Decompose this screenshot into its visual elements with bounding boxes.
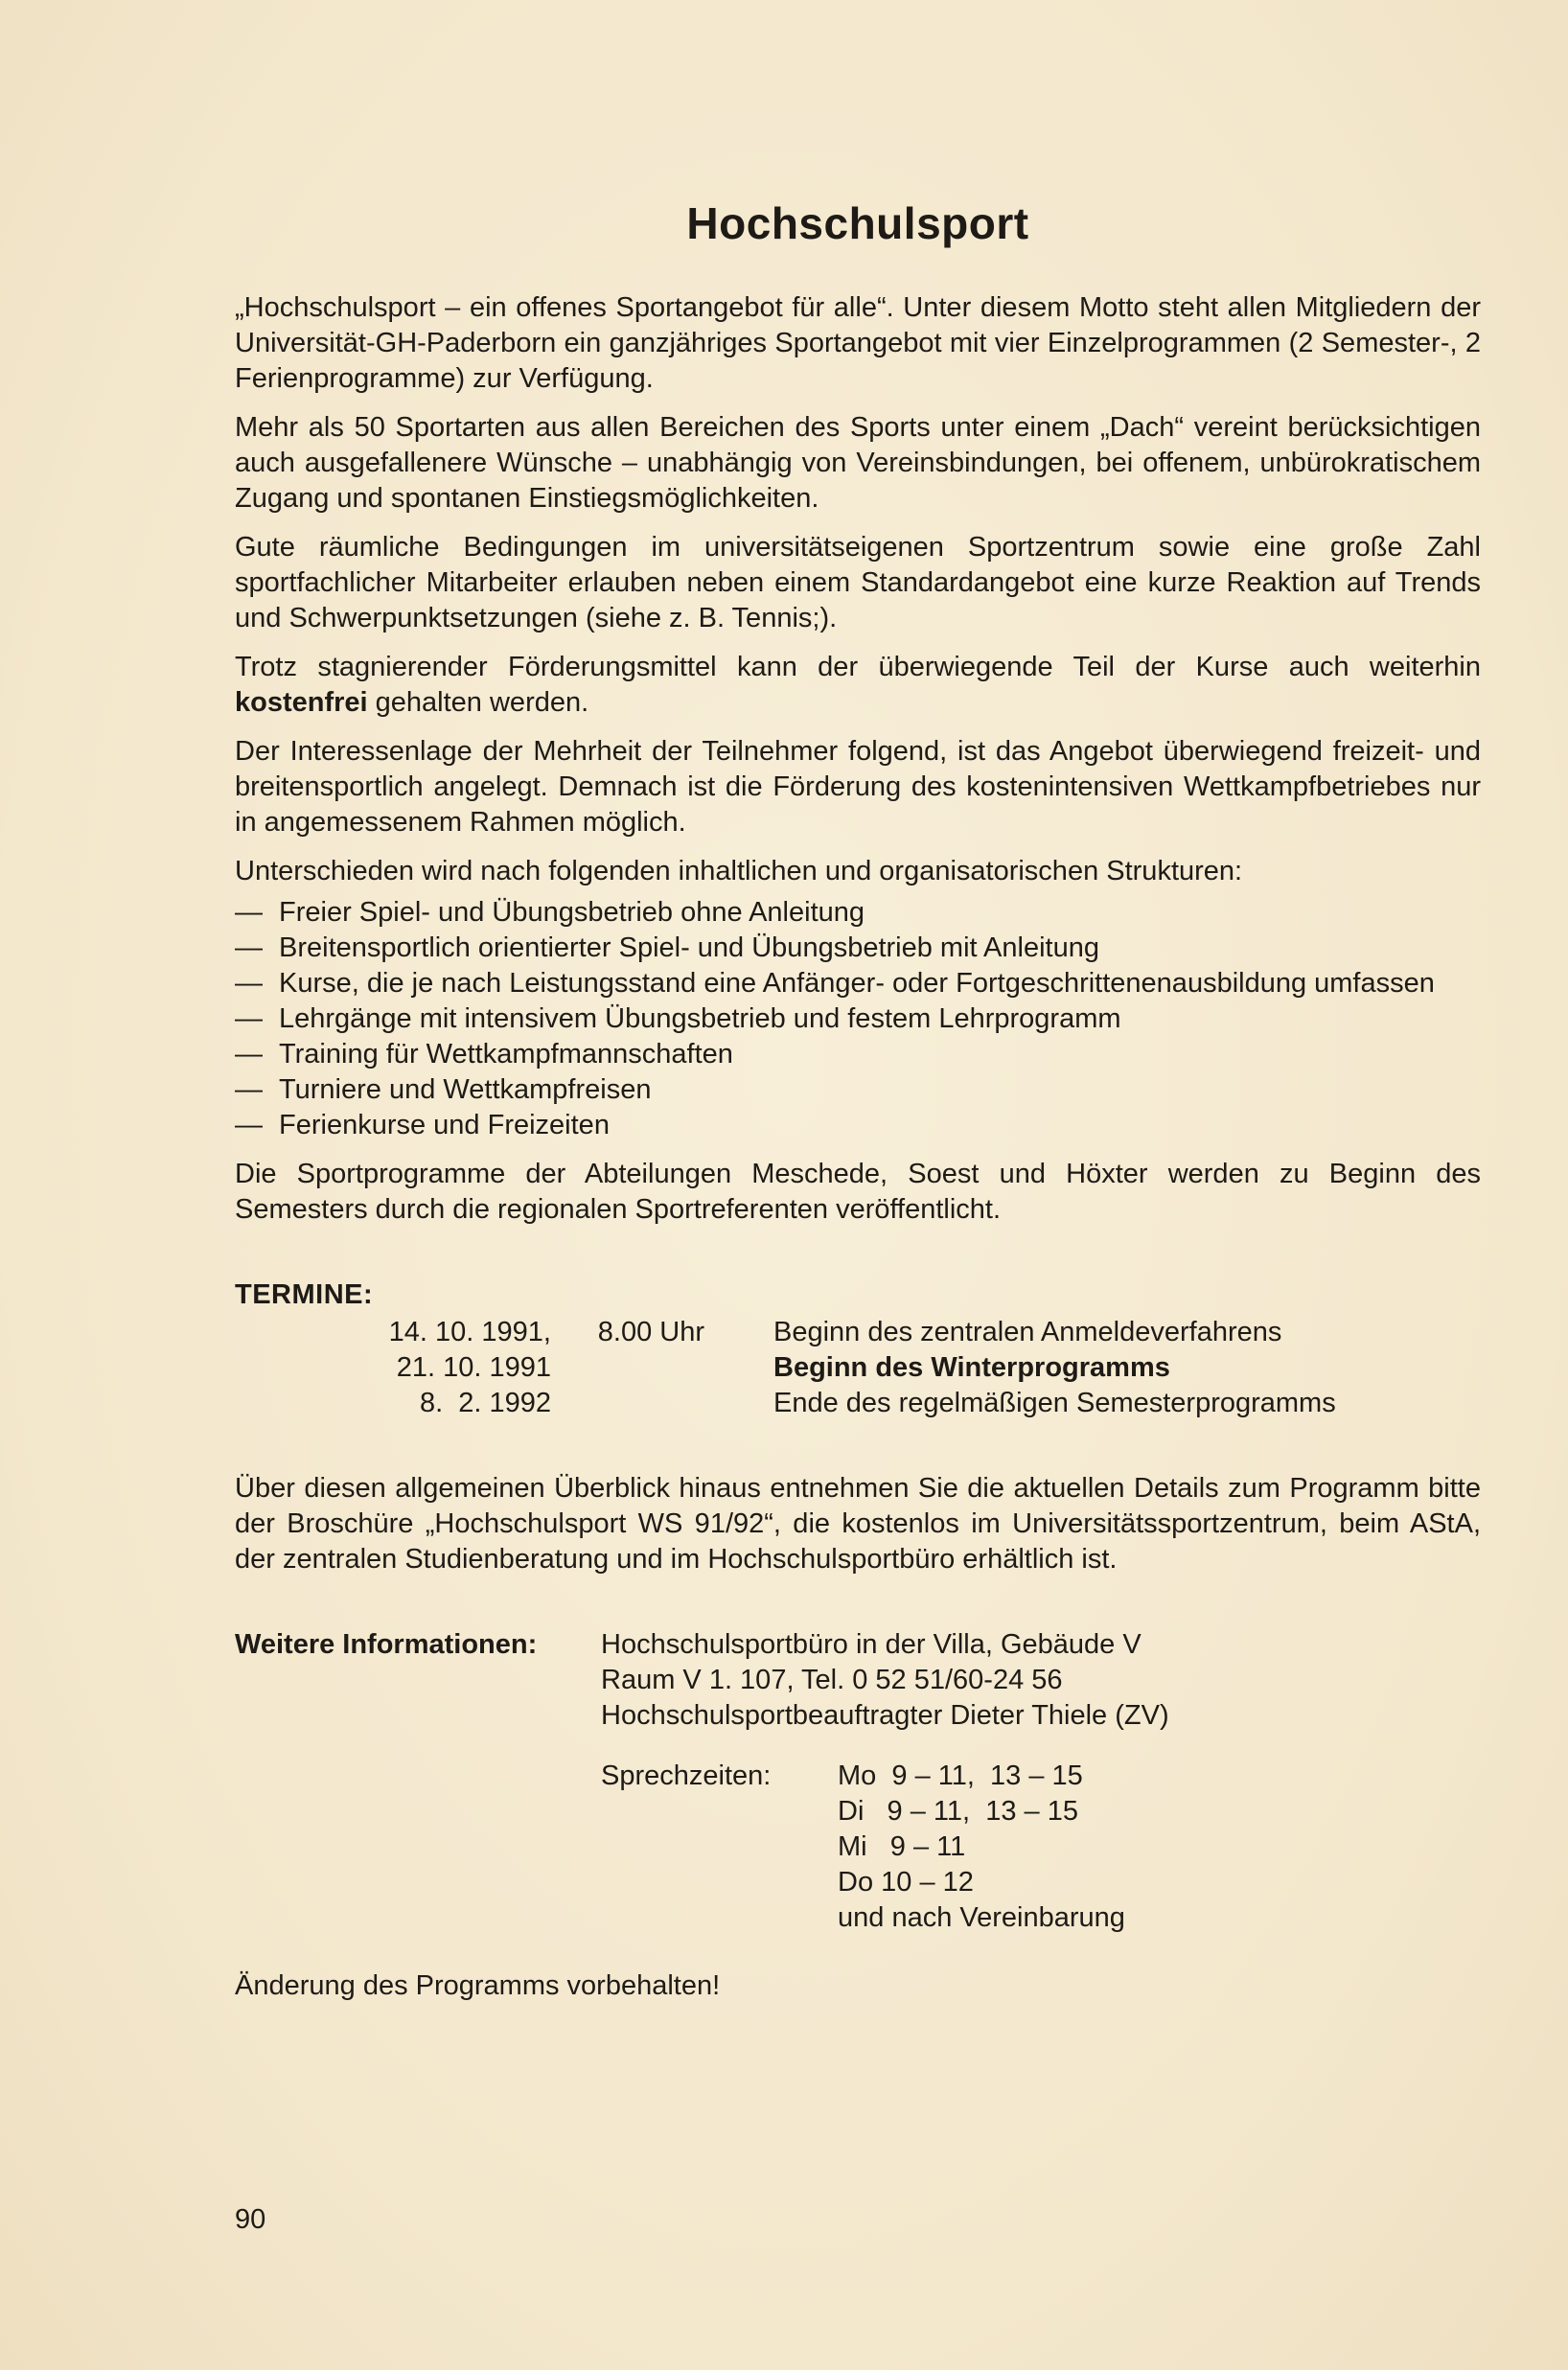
footer-note: Änderung des Programms vorbehalten! bbox=[235, 1970, 721, 2001]
info-body bbox=[601, 1627, 1481, 1936]
termin-time: 8.00 Uhr bbox=[597, 1317, 704, 1347]
termin-date: 21. 10. 1991 bbox=[396, 1352, 551, 1383]
termin-time bbox=[551, 1350, 716, 1386]
termin-date: 14. 10. 1991, bbox=[388, 1317, 551, 1347]
regional-paragraph: Die Sportprogramme der Abteilungen Meschede, Soest und Höxter werden zu Beginn des Semesters durch die regionalen Sportreferenten veröffentlicht. bbox=[235, 1159, 1481, 1225]
info-line: Hochschulsportbüro in der Villa, Gebäude V bbox=[601, 1629, 1141, 1660]
structures-list bbox=[235, 895, 1481, 1143]
office-hours bbox=[601, 1759, 1481, 1936]
brochure-paragraph: Über diesen allgemeinen Überblick hinaus entnehmen Sie die aktuellen Details zum Programm bitte der Broschüre „Hochschulsport WS 91/92“, die kostenlos im Universitätssportzentrum, beim AStA, der zentralen Studienberatung und im Hochschulsportbüro erhältlich ist. bbox=[235, 1473, 1481, 1575]
termine-heading: TERMINE: bbox=[235, 1279, 374, 1310]
list-item: — Kurse, die je nach Leistungsstand eine Anfänger- oder Fortgeschrittenenausbildung umfassen bbox=[235, 966, 1481, 1001]
termin-date: 8. 2. 1992 bbox=[419, 1388, 551, 1418]
office-hours-label: Sprechzeiten: bbox=[601, 1760, 772, 1791]
page-number: 90 bbox=[235, 2204, 266, 2235]
funding-paragraph bbox=[235, 650, 1481, 721]
info-block bbox=[235, 1627, 1481, 1936]
termin-description: Ende des regelmäßigen Semesterprogramms bbox=[773, 1388, 1336, 1418]
list-item: — Ferienkurse und Freizeiten bbox=[235, 1108, 1481, 1143]
list-item: — Turniere und Wettkampfreisen bbox=[235, 1072, 1481, 1108]
termin-description: Beginn des zentralen Anmeldeverfahrens bbox=[773, 1317, 1282, 1347]
list-item: — Breitensportlich orientierter Spiel- und Übungsbetrieb mit Anleitung bbox=[235, 931, 1481, 966]
table-row bbox=[311, 1350, 1336, 1386]
list-item: — Lehrgänge mit intensivem Übungsbetrieb und festem Lehrprogramm bbox=[235, 1001, 1481, 1037]
info-label: Weitere Informationen: bbox=[235, 1629, 538, 1660]
office-hours-rows bbox=[838, 1759, 1125, 1936]
funding-text-bold: kostenfrei bbox=[235, 687, 368, 718]
page-title: Hochschulsport bbox=[686, 198, 1029, 248]
info-line: Hochschulsportbeauftragter Dieter Thiele (ZV) bbox=[601, 1700, 1169, 1731]
termin-time bbox=[551, 1386, 716, 1421]
office-hours-row: und nach Vereinbarung bbox=[838, 1902, 1125, 1933]
info-line: Raum V 1. 107, Tel. 0 52 51/60-24 56 bbox=[601, 1665, 1063, 1695]
termine-table bbox=[311, 1315, 1336, 1421]
list-item: — Training für Wettkampfmannschaften bbox=[235, 1037, 1481, 1072]
sports-paragraph: Mehr als 50 Sportarten aus allen Bereichen des Sports unter einem „Dach“ vereint berücksichtigen auch ausgefallenere Wünsche – unabhängig von Vereinsbindungen, bei offenem, unbürokratischem Zugang und spontanen Einstiegsmöglichkeiten. bbox=[235, 412, 1481, 514]
structures-intro: Unterschieden wird nach folgenden inhaltlichen und organisatorischen Strukturen: bbox=[235, 856, 1243, 886]
termin-description: Beginn des Winterprogramms bbox=[773, 1352, 1170, 1383]
table-row bbox=[311, 1386, 1336, 1421]
office-hours-row: Mo 9 – 11, 13 – 15 bbox=[838, 1760, 1083, 1791]
funding-text-before: Trotz stagnierender Förderungsmittel kann der überwiegende Teil der Kurse auch weiterhin bbox=[235, 652, 1481, 682]
office-hours-row: Di 9 – 11, 13 – 15 bbox=[838, 1796, 1078, 1827]
page-content bbox=[235, 196, 1481, 2004]
office-hours-row: Do 10 – 12 bbox=[838, 1867, 974, 1898]
table-row bbox=[311, 1315, 1336, 1350]
conditions-paragraph: Gute räumliche Bedingungen im universitätseigenen Sportzentrum sowie eine große Zahl sportfachlicher Mitarbeiter erlauben neben einem Standardangebot eine kurze Reaktion auf Trends und Schwerpunktsetzungen (siehe z. B. Tennis;). bbox=[235, 532, 1481, 633]
funding-text-after: gehalten werden. bbox=[367, 687, 589, 718]
list-item: — Freier Spiel- und Übungsbetrieb ohne Anleitung bbox=[235, 895, 1481, 931]
office-hours-row: Mi 9 – 11 bbox=[838, 1831, 966, 1862]
intro-paragraph: „Hochschulsport – ein offenes Sportangebot für alle“. Unter diesem Motto steht allen Mitgliedern der Universität-GH-Paderborn ein ganzjähriges Sportangebot mit vier Einzelprogrammen (2 Semester-, 2 Ferienprogramme) zur Verfügung. bbox=[235, 292, 1481, 394]
interest-paragraph: Der Interessenlage der Mehrheit der Teilnehmer folgend, ist das Angebot überwiegend freizeit- und breitensportlich angelegt. Demnach ist die Förderung des kostenintensiven Wettkampfbetriebes nur in angemessenem Rahmen möglich. bbox=[235, 736, 1481, 838]
